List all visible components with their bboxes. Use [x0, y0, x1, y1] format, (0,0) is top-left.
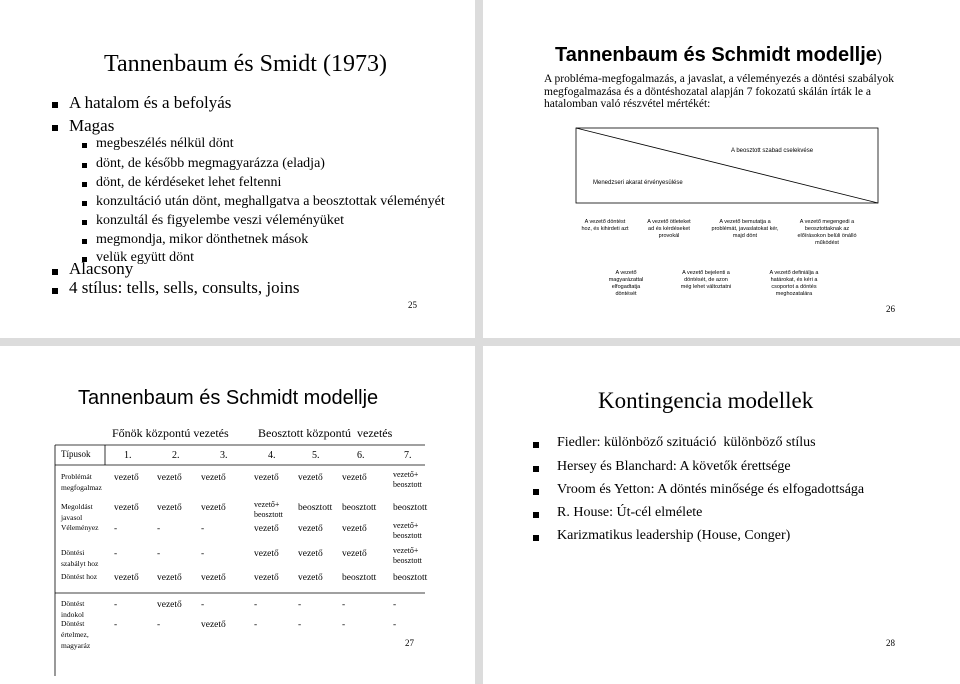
intro-paragraph: A probléma-megfogalmazás, a javaslat, a véleményezés a döntési szabályok megfogalmazása és a döntéshozatal alapján 7 fokozatú skálán írták le a hatalomban való részvétel mértékét:: [544, 73, 894, 110]
table-cell: vezető: [114, 503, 139, 513]
page-number: 27: [405, 638, 414, 648]
slide-27-title: Tannenbaum és Schmidt modellje: [78, 387, 379, 409]
list-item: 4 stílus: tells, sells, consults, joins: [69, 278, 300, 297]
table-cell: vezető: [157, 573, 182, 583]
table-cell: vezető: [201, 573, 226, 583]
table-cell: vezető: [157, 503, 182, 513]
list-item: velük együtt dönt: [96, 250, 194, 265]
scale-step-1: A vezető döntést hoz, és kihirdeti azt: [581, 219, 629, 232]
scale-step-4: A vezető bejelenti a döntését, de azon még lehet változtatni: [680, 270, 732, 290]
vertical-separator: [475, 0, 483, 684]
list-item: R. House: Út-cél elmélete: [557, 505, 703, 520]
slide-25-list: [0, 0, 475, 338]
table-cell: -: [201, 600, 205, 610]
col-header: 4.: [268, 450, 276, 461]
table-cell: beosztott: [342, 503, 377, 513]
table-cell: vezető: [298, 573, 323, 583]
scale-step-2: A vezető magyarázattal elfogadtatja döntését: [608, 270, 644, 297]
table-cell: -: [114, 600, 118, 610]
page-number: 26: [886, 304, 895, 314]
table-cell: vezető: [201, 620, 226, 630]
list-item: konzultál és figyelembe veszi véleményüket: [96, 213, 345, 228]
table-cell: beosztott: [393, 503, 428, 513]
list-item: dönt, de kérdéseket lehet feltenni: [96, 175, 282, 190]
label-subordinate-freedom: A beosztott szabad cselekvése: [731, 148, 814, 154]
list-item: Alacsony: [69, 259, 134, 278]
header-subordinate-centered: Beosztott központú vezetés: [258, 426, 393, 440]
row-label: Döntést értelmez, magyaráz: [61, 619, 91, 650]
table-cell: -: [254, 620, 258, 630]
label-managerial-will: Menedzseri akarat érvényesülése: [593, 180, 683, 186]
list-item: Vroom és Yetton: A döntés minősége és elfogadottsága: [557, 482, 865, 497]
table-cell: vezető: [342, 549, 367, 559]
col-header: 1.: [124, 450, 132, 461]
table-cell: vezető+ beosztott: [254, 500, 283, 519]
table-cell: vezető: [114, 473, 139, 483]
slide-28-title: Kontingencia modellek: [598, 388, 814, 413]
col-header: 3.: [220, 450, 228, 461]
list-item: Karizmatikus leadership (House, Conger): [557, 528, 791, 543]
row-label: Döntést indokol: [61, 599, 85, 619]
table-cell: vezető: [342, 524, 367, 534]
row-label: Problémát megfogalmaz: [61, 472, 102, 492]
list-item: Fiedler: különböző szituáció különböző stílus: [557, 435, 816, 450]
header-boss-centered: Főnök központú vezetés: [112, 426, 229, 440]
slide-26: [483, 0, 960, 338]
table-cell: -: [201, 524, 205, 534]
page-number: 28: [886, 638, 895, 648]
table-cell: -: [114, 620, 118, 630]
scale-step-5: A vezető bemutatja a problémát, javaslatokat kér, majd dönt: [711, 219, 779, 239]
scale-step-3: A vezető ötleteket ad és kérdéseket provokál: [647, 219, 691, 239]
table-cell: vezető: [157, 473, 182, 483]
list-item: megmondja, mikor dönthetnek mások: [96, 232, 309, 247]
list-item: A hatalom és a befolyás: [69, 93, 232, 112]
row-label: Megoldást javasol: [61, 502, 93, 522]
row-label: Döntést hoz: [61, 572, 98, 581]
title-paren: ): [876, 48, 883, 65]
table-cell: vezető: [201, 503, 226, 513]
table-cell: -: [342, 620, 346, 630]
types-label: Típusok: [61, 449, 91, 459]
col-header: 6.: [357, 450, 365, 461]
table-cell: -: [157, 620, 161, 630]
table-cell: -: [157, 524, 161, 534]
table-cell: -: [157, 549, 161, 559]
table-cell: vezető: [254, 573, 279, 583]
slide-28: [483, 346, 960, 684]
row-label: Véleményez: [61, 523, 99, 532]
col-header: 2.: [172, 450, 180, 461]
col-header: 5.: [312, 450, 320, 461]
table-cell: -: [393, 620, 397, 630]
table-cell: vezető+ beosztott: [393, 470, 422, 489]
table-cell: vezető: [157, 600, 182, 610]
list-item: konzultáció után dönt, meghallgatva a beosztottak véleményét: [96, 194, 445, 209]
scale-step-6: A vezető definiálja a határokat, és kéri a csoportot a döntés meghozatalára: [769, 270, 819, 297]
table-cell: vezető: [254, 473, 279, 483]
table-cell: beosztott: [298, 503, 333, 513]
table-cell: vezető+ beosztott: [393, 521, 422, 540]
table-cell: -: [298, 620, 302, 630]
page-number: 25: [408, 300, 417, 310]
list-item: megbeszélés nélkül dönt: [96, 136, 234, 151]
slide-27: [0, 346, 475, 684]
table-cell: vezető: [298, 473, 323, 483]
slide-25-title: Tannenbaum és Smidt (1973): [104, 51, 387, 77]
table-cell: vezető: [342, 473, 367, 483]
table-cell: -: [342, 600, 346, 610]
diagram-diagonal: [576, 128, 878, 203]
table-cell: beosztott: [393, 573, 428, 583]
table-cell: -: [254, 600, 258, 610]
table-cell: vezető+ beosztott: [393, 546, 422, 565]
list-item: dönt, de később megmagyarázza (eladja): [96, 156, 325, 171]
table-cell: vezető: [298, 549, 323, 559]
row-label: Döntési szabályt hoz: [61, 548, 99, 568]
list-item: Magas: [69, 116, 115, 135]
table-cell: -: [393, 600, 397, 610]
scale-step-7: A vezető megengedi a beosztottaknak az előírásokon belüli önálló működést: [797, 219, 857, 246]
slide-25: [0, 0, 475, 338]
list-item: Hersey és Blanchard: A követők érettsége: [557, 459, 791, 474]
col-header: 7.: [404, 450, 412, 461]
table-cell: -: [114, 549, 118, 559]
title-text: Tannenbaum és Schmidt modellje: [555, 44, 877, 66]
table-cell: vezető: [254, 524, 279, 534]
table-cell: -: [201, 549, 205, 559]
table-cell: -: [298, 600, 302, 610]
table-cell: -: [114, 524, 118, 534]
table-cell: vezető: [114, 573, 139, 583]
table-cell: beosztott: [342, 573, 377, 583]
table-cell: vezető: [254, 549, 279, 559]
table-cell: vezető: [298, 524, 323, 534]
table-cell: vezető: [201, 473, 226, 483]
